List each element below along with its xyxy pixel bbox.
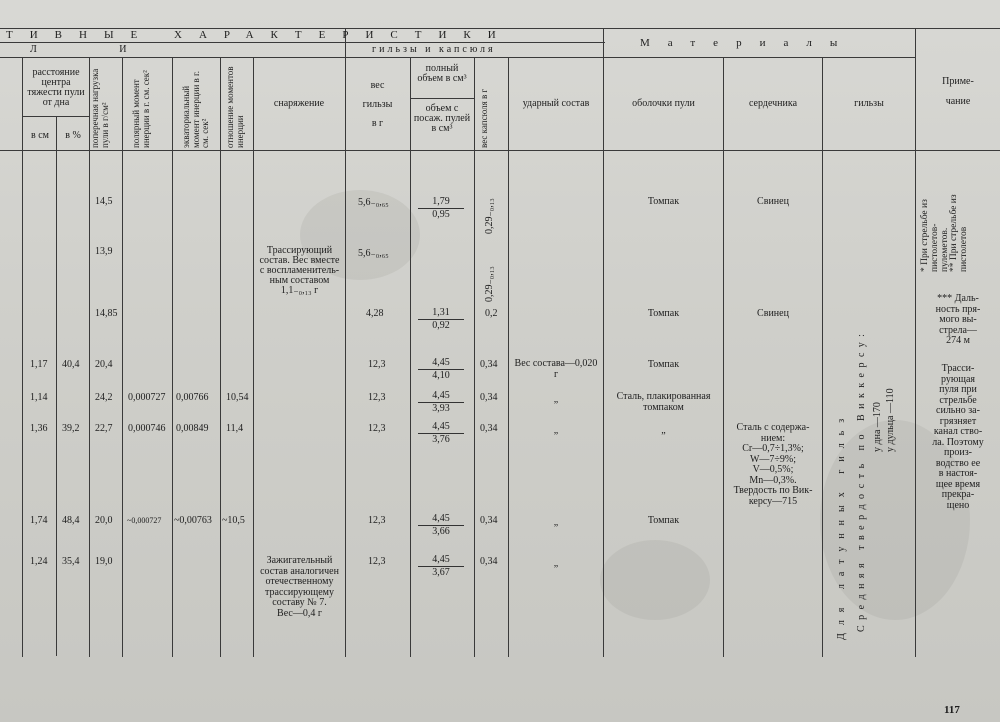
cell-full-volume: 4,45 — [418, 513, 464, 526]
text-line: *** Даль- — [937, 293, 979, 304]
vol-subrule — [410, 98, 474, 99]
header-rule — [0, 57, 915, 58]
text-line: Зажигательный — [266, 555, 333, 566]
text-line: грязняет — [939, 415, 977, 427]
header-equatorial-moment: экваториальный момент инерции в г. см. сек² — [181, 71, 210, 148]
cell-dist-pct: 40,4 — [62, 359, 80, 370]
col-rule — [474, 57, 475, 657]
col-rule — [56, 116, 57, 656]
header-core: сердечника — [748, 98, 798, 109]
cell-primer-weight: 0,34 — [480, 515, 498, 526]
header-case-weight-2: гильзы — [362, 99, 393, 110]
cell-volume-with-bullet: 3,67 — [432, 567, 450, 578]
col-rule — [723, 57, 724, 657]
note-direct-range — [916, 294, 1000, 347]
text-line: керсу—715 — [748, 495, 798, 507]
text-line: V—0,5%; — [752, 464, 794, 475]
case-note-vertical-4: у дульца —110 — [885, 388, 896, 452]
header-primer-weight: вес капсюля в г — [479, 88, 489, 148]
note-vertical-pistol: ** При стрельбе из пистолетов — [949, 194, 969, 272]
cell-jacket: Томпак — [647, 308, 680, 319]
table-title: ТИВНЫЕ ХАРАКТЕРИСТИКИ — [6, 29, 513, 41]
cell-case-weight: 12,3 — [368, 556, 386, 567]
text-line: пуля при — [939, 384, 977, 395]
cell-polar-moment: 0,000746 — [128, 423, 166, 434]
cell-impact-compound: Вес состава—0,020 г — [514, 358, 598, 380]
cell-load: 19,0 — [95, 556, 113, 567]
header-dist-pct: в % — [65, 130, 81, 141]
cell-volume-fraction — [418, 307, 464, 332]
header-case: гильзы — [854, 98, 884, 109]
cell-volume-with-bullet: 3,93 — [432, 403, 450, 414]
cell-primer-weight: 0,34 — [480, 423, 498, 434]
text-line: щее время — [935, 478, 981, 490]
cell-case-weight: 5,6₋₀,₆₅ — [358, 248, 389, 259]
cell-full-volume: 1,31 — [418, 307, 464, 320]
text-line: стрельбе — [939, 394, 977, 406]
text-line: мого вы- — [939, 314, 977, 325]
header-impact-compound: ударный состав — [522, 98, 590, 109]
cell-jacket: Томпак — [647, 196, 680, 207]
col-rule — [410, 57, 411, 657]
cell-impact-compound: „ — [553, 394, 559, 405]
cell-full-volume: 4,45 — [418, 421, 464, 434]
note-tracer-fouling — [916, 364, 1000, 511]
header-polar-moment: полярный момент инерции в г. см. сек² — [131, 70, 151, 148]
text-line: ла. Поэтому — [932, 436, 984, 448]
cell-load: 14,5 — [95, 196, 113, 207]
cell-jacket: Сталь, плакированная томпаком — [616, 391, 711, 413]
header-full-volume: полный объем в см³ — [417, 63, 467, 84]
text-line: с воспламенитель- — [259, 265, 340, 276]
header-moment-ratio: отношение моментов инерции — [225, 66, 245, 148]
cell-case-weight: 12,3 — [368, 515, 386, 526]
cell-polar-moment: 0,000727 — [128, 392, 166, 403]
cell-impact-compound: „ — [553, 425, 559, 436]
text-line: Твердость по Вик- — [733, 485, 813, 496]
cell-primer-weight: 0,34 — [480, 556, 498, 567]
header-note-1: Приме- — [942, 76, 974, 87]
cell-full-volume: 4,45 — [418, 390, 464, 403]
header-case-weight-3: в г — [371, 118, 384, 129]
cell-primer-weight-rotated: 0,29₋₀,₁₃ — [484, 266, 495, 302]
cell-dist-cm: 1,17 — [30, 359, 48, 370]
text-line: прекра- — [941, 489, 975, 500]
cell-jacket: Томпак — [647, 515, 680, 526]
text-line: 1,1₋₀,₁₃ г — [280, 285, 319, 296]
text-line: ным составом — [269, 275, 330, 286]
header-bottom-rule — [0, 150, 1000, 151]
text-line: ность пря- — [935, 303, 981, 315]
text-line: щено — [946, 499, 970, 511]
note-vertical-smg: * При стрельбе из пистолетов-пулеметов. — [920, 199, 950, 272]
case-note-vertical-1: Для латунных гильз — [836, 410, 847, 640]
cell-full-volume: 1,79 — [418, 196, 464, 209]
header-equipment: снаряжение — [273, 98, 325, 109]
cell-load: 24,2 — [95, 392, 113, 403]
cell-moment-ratio: ~10,5 — [222, 515, 245, 526]
cell-volume-fraction — [418, 390, 464, 415]
text-line: Mn—0,3%. — [749, 474, 797, 486]
case-note-vertical-3: у дна —170 — [872, 402, 883, 452]
cell-load: 20,4 — [95, 359, 113, 370]
text-line: Вес—0,4 г — [277, 607, 322, 619]
case-note-vertical-2: Средняя твердость по Виккерсу: — [856, 328, 867, 632]
cell-volume-fraction — [418, 196, 464, 221]
text-line: составу № 7. — [272, 597, 327, 608]
cell-load: 20,0 — [95, 515, 113, 526]
cell-equatorial-moment: 0,00766 — [176, 392, 209, 403]
text-line: Трассирующий — [266, 245, 333, 256]
group-header-materials: Материалы — [640, 37, 856, 49]
cell-primer-weight: 0,2 — [485, 308, 498, 319]
cell-load: 14,85 — [95, 308, 118, 319]
group-header-case-primer: гильзы и капсюля — [372, 44, 496, 55]
text-line: в настоя- — [938, 468, 978, 479]
cell-volume-with-bullet: 3,76 — [432, 434, 450, 445]
cell-jacket: „ — [661, 425, 666, 436]
col-rule — [822, 57, 823, 657]
cell-case-weight: 5,6₋₀,₆₅ — [358, 197, 389, 208]
text-line: канал ство- — [933, 426, 983, 437]
cell-equipment-incendiary — [254, 556, 345, 619]
header-cross-load: поперечная нагрузка пули в г/см² — [90, 68, 110, 148]
cell-primer-weight-rotated: 0,29₋₀,₁₃ — [484, 198, 495, 234]
page-number: 117 — [944, 704, 960, 716]
cell-dist-pct: 39,2 — [62, 423, 80, 434]
text-line: отечественному — [265, 576, 334, 587]
text-line: трассирующему — [265, 586, 334, 598]
text-line: состав аналогичен — [260, 565, 339, 577]
cell-case-weight: 12,3 — [368, 359, 386, 370]
text-line: рующая — [940, 373, 976, 385]
header-volume-with-bullet: объем с посаж. пулей в см³ — [413, 103, 471, 134]
cell-volume-with-bullet: 4,10 — [432, 370, 450, 381]
cell-impact-compound: „ — [553, 517, 559, 528]
cell-case-weight: 4,28 — [366, 308, 384, 319]
cell-dist-cm: 1,36 — [30, 423, 48, 434]
text-line: 274 м — [946, 335, 970, 346]
header-case-weight-1: вес — [370, 80, 385, 91]
subheader-rule — [0, 42, 605, 43]
cell-impact-compound: „ — [553, 558, 559, 569]
text-line: Cr—0,7÷1,3%; — [742, 443, 804, 454]
cell-load: 22,7 — [95, 423, 113, 434]
cell-dist-cm: 1,24 — [30, 556, 48, 567]
cell-volume-fraction — [418, 513, 464, 538]
col-rule — [220, 57, 221, 657]
cell-full-volume: 4,45 — [418, 357, 464, 370]
cell-core: Свинец — [757, 308, 789, 319]
cell-primer-weight: 0,34 — [480, 359, 498, 370]
text-line: сильно за- — [936, 405, 980, 416]
paper-stain — [600, 540, 710, 620]
header-note-2: чание — [945, 96, 971, 107]
cell-dist-cm: 1,74 — [30, 515, 48, 526]
cell-polar-moment: ~0,000727 — [127, 516, 162, 525]
cell-equatorial-moment: ~0,00763 — [174, 515, 212, 526]
header-bullet-jacket: оболочки пули — [632, 98, 695, 109]
col-rule — [172, 57, 173, 657]
text-line: W—7÷9%; — [749, 453, 797, 465]
col-rule — [122, 57, 123, 657]
cell-jacket: Томпак — [647, 359, 680, 370]
cell-full-volume: 4,45 — [418, 554, 464, 567]
cell-equipment-tracer — [254, 246, 345, 296]
text-line: состав. Вес вместе — [259, 255, 340, 266]
cell-moment-ratio: 11,4 — [226, 423, 244, 434]
col-rule — [22, 57, 23, 657]
text-line: стрела— — [939, 324, 977, 336]
cell-primer-weight: 0,34 — [480, 392, 498, 403]
cell-moment-ratio: 10,54 — [226, 392, 249, 403]
cell-core: Свинец — [757, 196, 789, 207]
cell-core-steel — [724, 423, 822, 507]
cell-load: 13,9 — [95, 246, 113, 257]
col-rule — [603, 28, 604, 657]
cell-dist-pct: 35,4 — [62, 556, 80, 567]
cell-dist-cm: 1,14 — [30, 392, 48, 403]
cell-case-weight: 12,3 — [368, 392, 386, 403]
text-line: нием: — [760, 432, 786, 444]
cell-case-weight: 12,3 — [368, 423, 386, 434]
cell-volume-fraction — [418, 357, 464, 382]
cell-dist-pct: 48,4 — [62, 515, 80, 526]
cell-volume-with-bullet: 0,95 — [432, 209, 450, 220]
text-line: Сталь с содержа- — [736, 422, 810, 433]
header-dist-cm: в см — [31, 130, 49, 141]
text-line: Трасси- — [941, 363, 975, 374]
table-subtitle-left: Л И — [30, 44, 167, 55]
text-line: произ- — [944, 447, 972, 458]
cell-volume-with-bullet: 0,92 — [432, 320, 450, 331]
cell-equatorial-moment: 0,00849 — [176, 423, 209, 434]
text-line: водство ее — [935, 457, 981, 469]
cell-volume-with-bullet: 3,66 — [432, 526, 450, 537]
header-dist-center: расстояние центра тяжести пули от дна — [27, 67, 85, 108]
cell-volume-fraction — [418, 421, 464, 446]
cell-volume-fraction — [418, 554, 464, 579]
